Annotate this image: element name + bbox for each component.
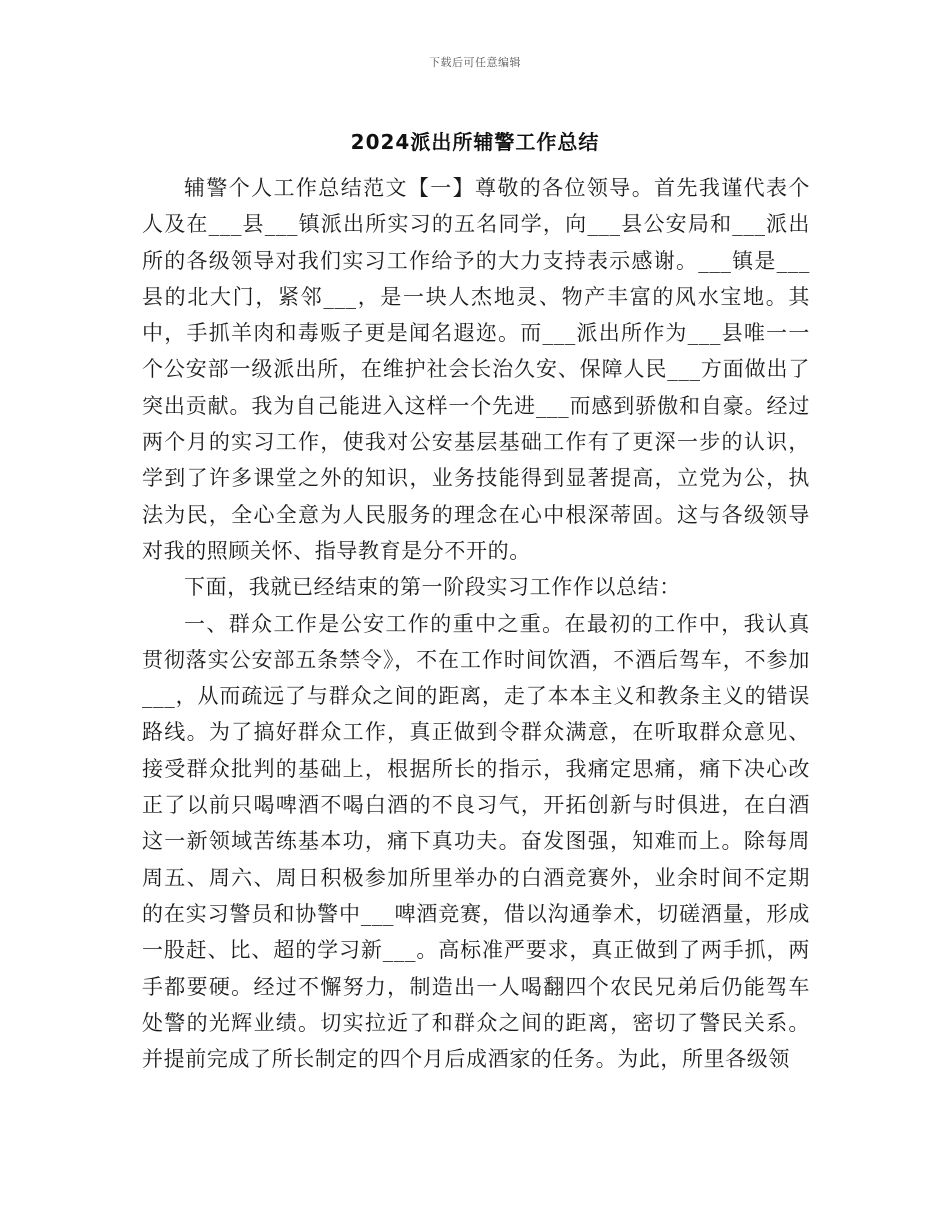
- paragraph: 辅警个人工作总结范文【一】尊敬的各位领导。首先我谨代表个人及在___县___镇派出所实习的五名同学，向___县公安局和___派出所的各级领导对我们实习工作给予的大力支持表示感谢。___镇是___县的北大门，紧邻___，是一块人杰地灵、物产丰富的风水宝地。其中，手抓羊肉和毒贩子更是闻名遐迩。而___派出所作为___县唯一一个公安部一级派出所，在维护社会长治久安、保障人民___方面做出了突出贡献。我为自己能进入这样一个先进___而感到骄傲和自豪。经过两个月的实习工作，使我对公安基层基础工作有了更深一步的认识，学到了许多课堂之外的知识，业务技能得到显著提高，立党为公，执法为民，全心全意为人民服务的理念在心中根深蒂固。这与各级领导对我的照顾关怀、指导教育是分不开的。: [142, 176, 810, 563]
- document-body: [142, 170, 810, 1077]
- paragraph: 一、群众工作是公安工作的重中之重。在最初的工作中，我认真贯彻落实公安部五条禁令》，不在工作时间饮酒，不酒后驾车，不参加___，从而疏远了与群众之间的距离，走了本本主义和教条主义的错误路线。为了搞好群众工作，真正做到令群众满意，在听取群众意见、接受群众批判的基础上，根据所长的指示，我痛定思痛，痛下决心改正了以前只喝啤酒不喝白酒的不良习气，开拓创新与时俱进，在白酒这一新领域苦练基本功，痛下真功夫。奋发图强，知难而上。除每周周五、周六、周日积极参加所里举办的白酒竞赛外，业余时间不定期的在实习警员和协警中___啤酒竞赛，借以沟通拳术，切磋酒量，形成一股赶、比、超的学习新___。高标准严要求，真正做到了两手抓，两手都要硬。经过不懈努力，制造出一人喝翻四个农民兄弟后仍能驾车处警的光辉业绩。切实拉近了和群众之间的距离，密切了警民关系。并提前完成了所长制定的四个月后成酒家的任务。为此，所里各级领: [142, 611, 810, 1072]
- paragraph: 下面，我就已经结束的第一阶段实习工作作以总结：: [184, 575, 681, 600]
- header-note: 下载后可任意编辑: [429, 56, 521, 69]
- document-title: 2024派出所辅警工作总结: [350, 130, 600, 154]
